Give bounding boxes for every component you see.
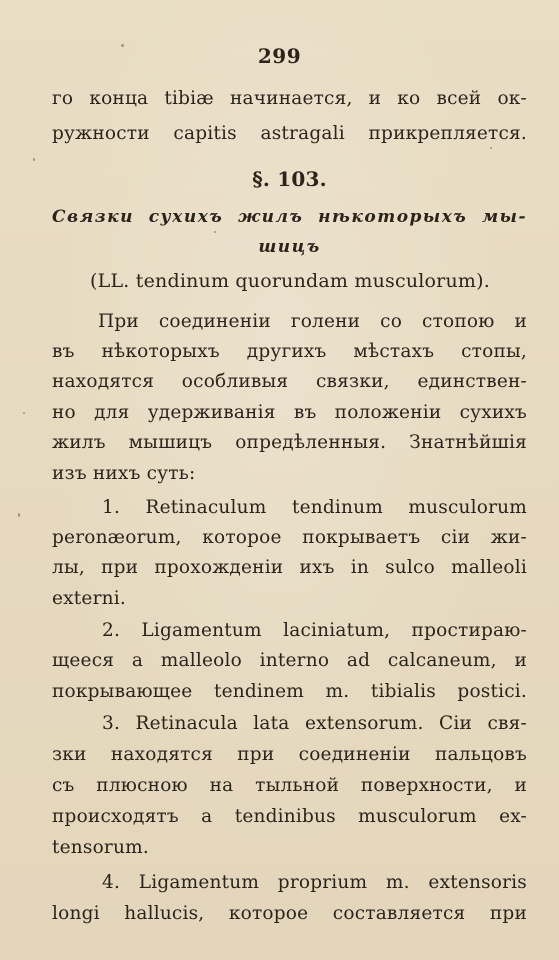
list-item-line: peronæorum, которое покрываетъ сіи жи-	[52, 527, 527, 548]
paragraph-line: въ нѣкоторыхъ другихъ мѣстахъ стопы,	[52, 341, 527, 362]
list-item-line: 3. Retinacula lata extensorum. Сіи свя-	[102, 713, 527, 734]
list-item-line: 4. Ligamentum proprium m. extensoris	[102, 872, 527, 893]
list-item-line: съ плюсною на тыльной поверхности, и	[52, 775, 527, 796]
list-item-line: 1. Retinaculum tendinum musculorum	[102, 497, 527, 518]
list-item-line: происходятъ a tendinibus musculorum ex-	[52, 806, 527, 827]
section-heading-continued: шицъ	[258, 237, 321, 257]
paper-speck	[23, 412, 25, 414]
section-number: §. 103.	[252, 167, 327, 191]
paper-speck	[214, 231, 216, 233]
list-item-line: externi.	[52, 588, 126, 609]
list-item-line: longi hallucis, которое составляется при	[52, 903, 527, 924]
paragraph-line: жилъ мышицъ опредѣленныя. Знатнѣйшія	[52, 432, 527, 453]
paper-speck	[490, 147, 492, 149]
paper-speck	[121, 44, 124, 47]
paragraph-line: но для удерживанія въ положеніи сухихъ	[52, 402, 527, 423]
paragraph-line: При соединеніи голени со стопою и	[98, 311, 527, 332]
text-line: ружности capitis astragali прикрепляется.	[52, 123, 527, 144]
paragraph-line: изъ нихъ суть:	[52, 463, 196, 484]
list-item-line: 2. Ligamentum laciniatum, простираю-	[102, 620, 527, 641]
section-heading: Связки сухихъ жилъ нѣкоторыхъ мы-	[52, 207, 527, 227]
list-item-line: покрывающее tendinem m. tibialis postici.	[52, 681, 527, 702]
list-item-line: зки находятся при соединеніи пальцовъ	[52, 744, 527, 765]
list-item-line: щееся a malleolo interno ad calcaneum, и	[52, 650, 527, 671]
paragraph-line: находятся особливыя связки, единствен-	[52, 371, 527, 392]
paper-speck	[18, 513, 20, 517]
latin-subtitle: (LL. tendinum quorundam musculorum).	[90, 270, 490, 292]
text-line: го конца tibiæ начинается, и ко всей ок-	[52, 88, 527, 109]
paper-speck	[33, 158, 35, 161]
list-item-line: tensorum.	[52, 837, 149, 858]
page-number: 299	[257, 44, 302, 68]
list-item-line: лы, при прохожденіи ихъ in sulco malleoli	[52, 557, 527, 578]
